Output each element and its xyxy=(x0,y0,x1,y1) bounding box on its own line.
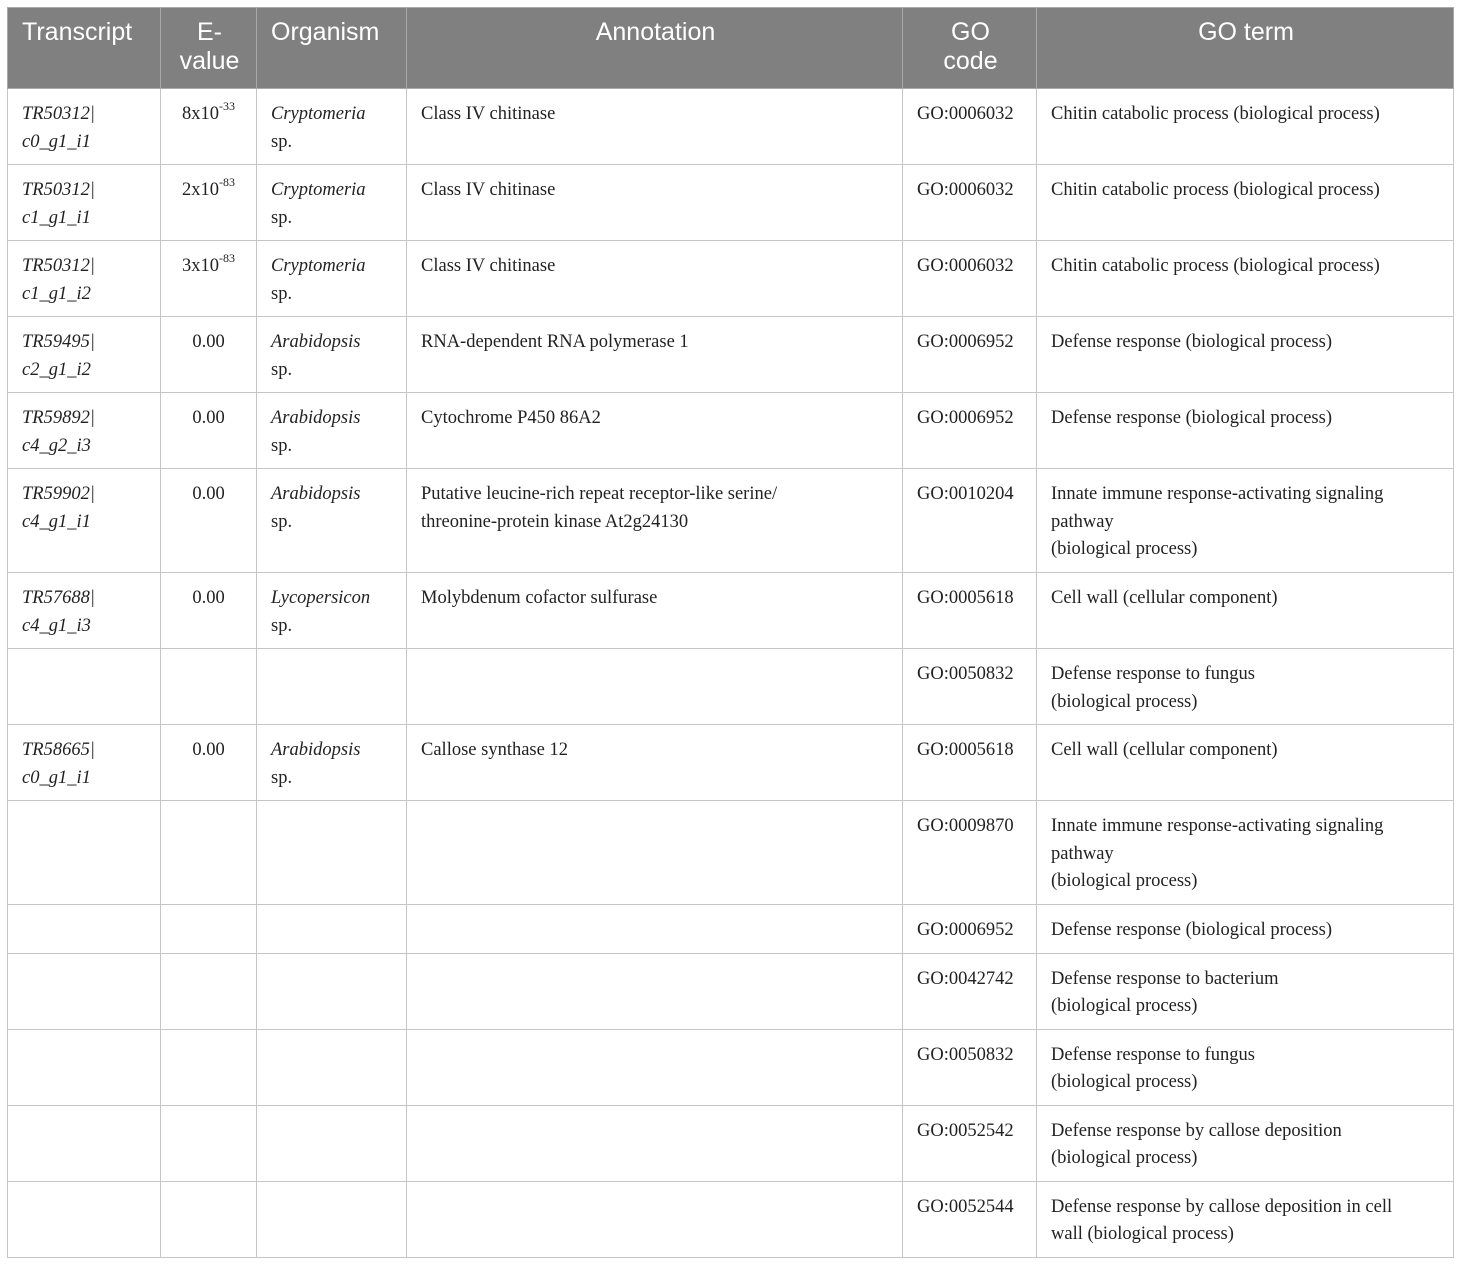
annotation-cell-empty xyxy=(407,953,903,1029)
go-code-cell: GO:0006952 xyxy=(903,905,1037,954)
organism-genus: Cryptomeria xyxy=(271,104,366,124)
go-term-line: (biological process) xyxy=(1051,1148,1198,1168)
transcript-cell xyxy=(8,241,161,317)
organism-species: sp. xyxy=(271,207,293,228)
go-term-line: Defense response by callose deposition in cell xyxy=(1051,1196,1393,1217)
organism-genus: Cryptomeria xyxy=(271,256,366,276)
go-term-cell xyxy=(1037,801,1454,905)
go-term-cell xyxy=(1037,469,1454,573)
organism-cell xyxy=(257,241,407,317)
transcript-isoform: c2_g1_i2 xyxy=(22,359,91,380)
go-term-cell xyxy=(1037,1181,1454,1257)
table-row xyxy=(8,905,1454,954)
evalue-cell-empty xyxy=(161,801,257,905)
transcript-isoform: c0_g1_i1 xyxy=(22,131,91,152)
evalue-cell-empty xyxy=(161,649,257,725)
transcript-cell-empty xyxy=(8,1105,161,1181)
transcript-isoform: c0_g1_i1 xyxy=(22,767,91,788)
table-row xyxy=(8,241,1454,317)
go-term-line: Defense response to fungus xyxy=(1051,1044,1255,1065)
table-row xyxy=(8,165,1454,241)
transcript-cell-empty xyxy=(8,801,161,905)
go-code-cell: GO:0010204 xyxy=(903,469,1037,573)
evalue-exponent: -83 xyxy=(219,251,235,265)
annotation-cell-empty xyxy=(407,1181,903,1257)
evalue-cell-empty xyxy=(161,1029,257,1105)
transcript-id: TR50312| xyxy=(22,180,95,200)
table-row xyxy=(8,1181,1454,1257)
go-term-line: (biological process) xyxy=(1051,1072,1198,1092)
table-row xyxy=(8,1029,1454,1105)
go-term-line: (biological process) xyxy=(1051,691,1198,712)
go-code-cell: GO:0005618 xyxy=(903,725,1037,801)
transcript-cell-empty xyxy=(8,1029,161,1105)
header-organism: Organism xyxy=(257,8,407,89)
organism-cell xyxy=(257,317,407,393)
header-evalue-line1: E- xyxy=(197,18,222,46)
go-term-cell xyxy=(1037,649,1454,725)
table-row xyxy=(8,89,1454,165)
go-term-cell: Chitin catabolic process (biological process) xyxy=(1037,241,1454,317)
go-term-cell xyxy=(1037,953,1454,1029)
go-term-line: Defense response to bacterium xyxy=(1051,968,1279,989)
header-evalue-line2: value xyxy=(179,47,240,75)
go-annotation-table-container xyxy=(7,7,1454,1258)
organism-cell-empty xyxy=(257,953,407,1029)
transcript-cell xyxy=(8,469,161,573)
go-term-line: (biological process) xyxy=(1051,539,1198,559)
header-evalue xyxy=(161,8,257,89)
header-row xyxy=(8,8,1454,89)
transcript-id: TR50312| xyxy=(22,256,95,276)
table-row xyxy=(8,649,1454,725)
organism-species: sp. xyxy=(271,767,293,788)
annotation-line: threonine-protein kinase At2g24130 xyxy=(421,511,689,532)
annotation-cell: Class IV chitinase xyxy=(407,165,903,241)
organism-cell xyxy=(257,573,407,649)
go-term-cell: Cell wall (cellular component) xyxy=(1037,573,1454,649)
go-term-line: (biological process) xyxy=(1051,996,1198,1016)
organism-genus: Arabidopsis xyxy=(271,332,361,352)
go-code-cell: GO:0052544 xyxy=(903,1181,1037,1257)
transcript-id: TR58665| xyxy=(22,740,95,760)
table-row xyxy=(8,317,1454,393)
go-code-cell: GO:0006032 xyxy=(903,89,1037,165)
evalue-cell: 0.00 xyxy=(161,317,257,393)
go-term-cell: Defense response (biological process) xyxy=(1037,393,1454,469)
organism-genus: Arabidopsis xyxy=(271,484,361,504)
organism-cell-empty xyxy=(257,1181,407,1257)
evalue-cell xyxy=(161,241,257,317)
evalue-cell: 0.00 xyxy=(161,725,257,801)
organism-cell-empty xyxy=(257,1029,407,1105)
header-gocode-line2: code xyxy=(943,47,998,75)
transcript-id: TR50312| xyxy=(22,104,95,124)
go-term-cell: Defense response (biological process) xyxy=(1037,905,1454,954)
organism-species: sp. xyxy=(271,131,293,152)
go-term-cell: Chitin catabolic process (biological process) xyxy=(1037,165,1454,241)
annotation-cell-empty xyxy=(407,649,903,725)
annotation-cell: Callose synthase 12 xyxy=(407,725,903,801)
transcript-cell-empty xyxy=(8,1181,161,1257)
annotation-cell: Class IV chitinase xyxy=(407,241,903,317)
go-term-line: wall (biological process) xyxy=(1051,1224,1234,1244)
organism-cell xyxy=(257,725,407,801)
table-row xyxy=(8,725,1454,801)
go-term-line: Defense response by callose deposition xyxy=(1051,1120,1342,1141)
transcript-cell-empty xyxy=(8,905,161,954)
header-gocode xyxy=(903,8,1037,89)
evalue-exponent: -33 xyxy=(219,99,235,113)
annotation-cell-empty xyxy=(407,905,903,954)
organism-cell-empty xyxy=(257,801,407,905)
evalue-base: 8x10 xyxy=(182,104,219,124)
go-term-line: Innate immune response-activating signaling xyxy=(1051,816,1384,836)
transcript-id: TR57688| xyxy=(22,588,95,608)
go-code-cell: GO:0006952 xyxy=(903,317,1037,393)
go-code-cell: GO:0006952 xyxy=(903,393,1037,469)
header-goterm: GO term xyxy=(1037,8,1454,89)
organism-species: sp. xyxy=(271,283,293,304)
evalue-cell-empty xyxy=(161,1181,257,1257)
go-term-cell: Cell wall (cellular component) xyxy=(1037,725,1454,801)
transcript-isoform: c1_g1_i2 xyxy=(22,283,91,304)
annotation-line: Putative leucine-rich repeat receptor-like serine/ xyxy=(421,484,778,504)
transcript-isoform: c4_g1_i1 xyxy=(22,511,91,532)
organism-species: sp. xyxy=(271,615,293,636)
evalue-cell-empty xyxy=(161,1105,257,1181)
organism-genus: Lycopersicon xyxy=(271,588,371,608)
transcript-id: TR59892| xyxy=(22,408,95,428)
table-row xyxy=(8,801,1454,905)
go-code-cell: GO:0006032 xyxy=(903,165,1037,241)
organism-cell-empty xyxy=(257,649,407,725)
annotation-cell: Cytochrome P450 86A2 xyxy=(407,393,903,469)
evalue-cell: 0.00 xyxy=(161,469,257,573)
organism-cell-empty xyxy=(257,905,407,954)
annotation-cell-empty xyxy=(407,801,903,905)
go-term-line: pathway xyxy=(1051,843,1114,864)
transcript-cell xyxy=(8,89,161,165)
annotation-cell: RNA-dependent RNA polymerase 1 xyxy=(407,317,903,393)
go-code-cell: GO:0005618 xyxy=(903,573,1037,649)
organism-species: sp. xyxy=(271,511,293,532)
transcript-id: TR59495| xyxy=(22,332,95,352)
organism-cell xyxy=(257,89,407,165)
organism-genus: Arabidopsis xyxy=(271,408,361,428)
go-term-cell xyxy=(1037,1029,1454,1105)
transcript-isoform: c4_g1_i3 xyxy=(22,615,91,636)
table-row xyxy=(8,573,1454,649)
evalue-base: 2x10 xyxy=(182,180,219,200)
evalue-cell: 0.00 xyxy=(161,573,257,649)
go-code-cell: GO:0052542 xyxy=(903,1105,1037,1181)
organism-species: sp. xyxy=(271,435,293,456)
evalue-cell-empty xyxy=(161,953,257,1029)
go-term-line: Defense response to fungus xyxy=(1051,664,1255,684)
go-code-cell: GO:0009870 xyxy=(903,801,1037,905)
go-term-line: pathway xyxy=(1051,511,1114,532)
table-row xyxy=(8,393,1454,469)
organism-species: sp. xyxy=(271,359,293,380)
transcript-cell-empty xyxy=(8,953,161,1029)
organism-cell xyxy=(257,393,407,469)
transcript-cell xyxy=(8,573,161,649)
evalue-cell xyxy=(161,165,257,241)
transcript-cell-empty xyxy=(8,649,161,725)
evalue-cell xyxy=(161,89,257,165)
table-row xyxy=(8,1105,1454,1181)
organism-genus: Arabidopsis xyxy=(271,740,361,760)
go-code-cell: GO:0006032 xyxy=(903,241,1037,317)
transcript-cell xyxy=(8,317,161,393)
table-row xyxy=(8,469,1454,573)
evalue-exponent: -83 xyxy=(219,175,235,189)
organism-cell xyxy=(257,165,407,241)
table-row xyxy=(8,953,1454,1029)
transcript-cell xyxy=(8,725,161,801)
transcript-isoform: c4_g2_i3 xyxy=(22,435,91,456)
go-term-cell: Chitin catabolic process (biological process) xyxy=(1037,89,1454,165)
header-gocode-line1: GO xyxy=(951,18,990,46)
annotation-cell: Molybdenum cofactor sulfurase xyxy=(407,573,903,649)
go-term-cell: Defense response (biological process) xyxy=(1037,317,1454,393)
organism-genus: Cryptomeria xyxy=(271,180,366,200)
go-term-line: (biological process) xyxy=(1051,871,1198,891)
transcript-id: TR59902| xyxy=(22,484,95,504)
go-annotation-table xyxy=(7,7,1454,1258)
transcript-isoform: c1_g1_i1 xyxy=(22,207,91,228)
organism-cell-empty xyxy=(257,1105,407,1181)
transcript-cell xyxy=(8,165,161,241)
header-transcript: Transcript xyxy=(8,8,161,89)
evalue-cell-empty xyxy=(161,905,257,954)
annotation-cell-empty xyxy=(407,1029,903,1105)
evalue-base: 3x10 xyxy=(182,256,219,276)
go-term-cell xyxy=(1037,1105,1454,1181)
header-annotation: Annotation xyxy=(407,8,903,89)
organism-cell xyxy=(257,469,407,573)
go-code-cell: GO:0042742 xyxy=(903,953,1037,1029)
transcript-cell xyxy=(8,393,161,469)
evalue-cell: 0.00 xyxy=(161,393,257,469)
go-code-cell: GO:0050832 xyxy=(903,649,1037,725)
annotation-cell: Class IV chitinase xyxy=(407,89,903,165)
go-term-line: Innate immune response-activating signaling xyxy=(1051,484,1384,504)
annotation-cell xyxy=(407,469,903,573)
annotation-cell-empty xyxy=(407,1105,903,1181)
go-code-cell: GO:0050832 xyxy=(903,1029,1037,1105)
